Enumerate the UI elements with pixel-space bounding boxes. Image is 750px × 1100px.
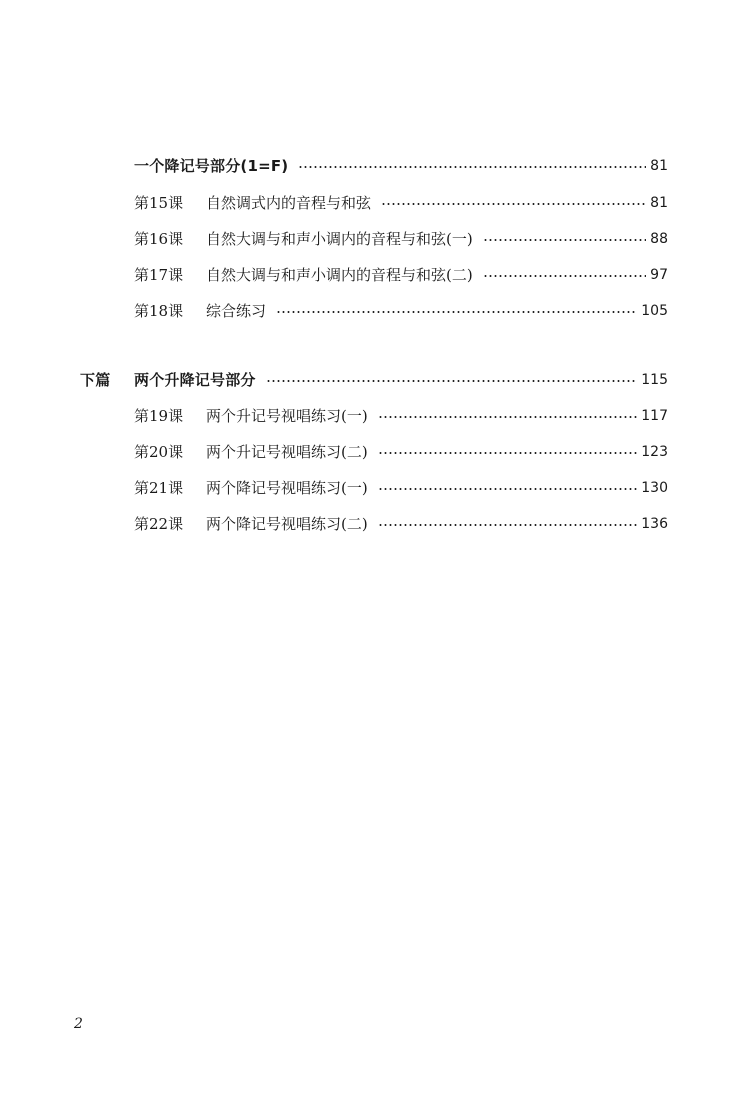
dot-leader bbox=[378, 416, 638, 418]
toc-entry-lesson-21[interactable] bbox=[134, 476, 668, 500]
lesson-number: 第17课 bbox=[134, 266, 184, 284]
toc-section-one-flat[interactable] bbox=[134, 154, 668, 178]
part-title: 两个升降记号部分 bbox=[134, 371, 256, 389]
toc-entry-lesson-16[interactable] bbox=[134, 227, 668, 251]
page-number: 81 bbox=[650, 195, 668, 211]
toc-entry-lesson-18[interactable] bbox=[134, 299, 668, 323]
dot-leader bbox=[378, 488, 638, 490]
lesson-number: 第19课 bbox=[134, 407, 184, 425]
page-number: 115 bbox=[641, 372, 668, 388]
toc-entry-lesson-15[interactable] bbox=[134, 191, 668, 215]
lesson-number: 第22课 bbox=[134, 515, 184, 533]
lesson-number: 第16课 bbox=[134, 230, 184, 248]
page-number: 130 bbox=[641, 480, 668, 496]
dot-leader bbox=[483, 275, 646, 277]
part-label: 下篇 bbox=[80, 371, 111, 389]
lesson-title: 两个升记号视唱练习(二) bbox=[206, 443, 368, 461]
lesson-number: 第21课 bbox=[134, 479, 184, 497]
dot-leader bbox=[378, 524, 638, 526]
lesson-number: 第18课 bbox=[134, 302, 184, 320]
lesson-title: 自然大调与和声小调内的音程与和弦(二) bbox=[206, 266, 473, 284]
page-number: 123 bbox=[641, 444, 668, 460]
dot-leader bbox=[298, 166, 646, 168]
dot-leader bbox=[276, 311, 637, 313]
toc-entry-lesson-22[interactable] bbox=[134, 512, 668, 536]
lesson-title: 两个升记号视唱练习(一) bbox=[206, 407, 368, 425]
page-folio: 2 bbox=[74, 1016, 83, 1032]
lesson-title: 综合练习 bbox=[206, 302, 267, 320]
page-number: 88 bbox=[650, 231, 668, 247]
toc-entry-lesson-17[interactable] bbox=[134, 263, 668, 287]
page-number: 97 bbox=[650, 267, 668, 283]
lesson-title: 自然调式内的音程与和弦 bbox=[206, 194, 372, 212]
dot-leader bbox=[266, 380, 638, 382]
page-number: 81 bbox=[650, 158, 668, 174]
page-number: 136 bbox=[641, 516, 668, 532]
toc-entry-lesson-20[interactable] bbox=[134, 440, 668, 464]
dot-leader bbox=[378, 452, 638, 454]
lesson-number: 第15课 bbox=[134, 194, 184, 212]
dot-leader bbox=[381, 203, 646, 205]
page-number: 105 bbox=[641, 303, 668, 319]
lesson-title: 两个降记号视唱练习(一) bbox=[206, 479, 368, 497]
lesson-title: 自然大调与和声小调内的音程与和弦(一) bbox=[206, 230, 473, 248]
section-title: 一个降记号部分(1=F) bbox=[134, 157, 289, 175]
toc-part-lower[interactable] bbox=[80, 368, 668, 392]
page-number: 117 bbox=[641, 408, 668, 424]
lesson-number: 第20课 bbox=[134, 443, 184, 461]
lesson-title: 两个降记号视唱练习(二) bbox=[206, 515, 368, 533]
toc-entry-lesson-19[interactable] bbox=[134, 404, 668, 428]
dot-leader bbox=[483, 239, 646, 241]
